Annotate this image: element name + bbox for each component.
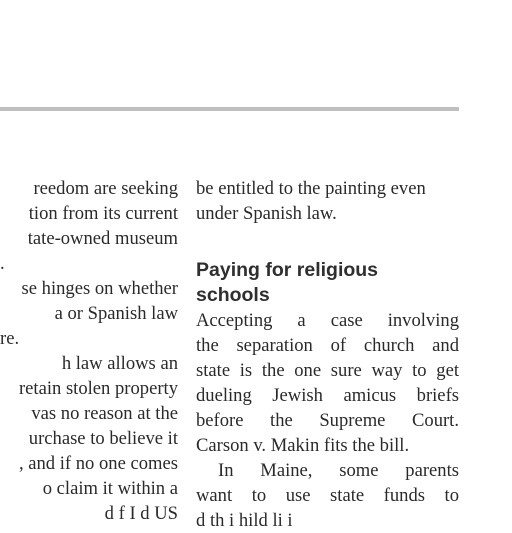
heading-line: Paying for religious xyxy=(196,259,379,281)
text-line: before the Supreme Court. xyxy=(196,410,459,431)
text-line: o claim it within a xyxy=(42,478,178,499)
text-line: h law allows an xyxy=(61,353,178,374)
text-line: the separation of church and xyxy=(196,335,459,356)
text-line: Accepting a case involving xyxy=(196,310,459,331)
text-line: under Spanish law. xyxy=(196,203,337,224)
text-line: tion from its current xyxy=(28,203,178,224)
text-line: vas no reason at the xyxy=(31,403,178,424)
text-line: a or Spanish law xyxy=(54,303,178,324)
text-line: re. xyxy=(0,328,20,349)
right-text-column xyxy=(196,176,459,533)
text-line: retain stolen property xyxy=(18,378,178,399)
text-line: . xyxy=(0,253,5,274)
text-line: want to use state funds to xyxy=(196,485,459,506)
text-line: se hinges on whether xyxy=(21,278,178,299)
text-line: reedom are seeking xyxy=(33,178,178,199)
text-line: be entitled to the painting even xyxy=(196,178,426,199)
text-line: d th i hild li i xyxy=(196,510,293,531)
text-line: state is the one sure way to get xyxy=(196,360,459,381)
text-line: Carson v. Makin fits the bill. xyxy=(196,435,410,456)
text-line: urchase to believe it xyxy=(28,428,178,449)
text-line: tate-owned museum xyxy=(27,228,178,249)
body-paragraph-2 xyxy=(196,458,459,533)
body-paragraph xyxy=(196,308,459,458)
text-line: d f I d US xyxy=(104,503,178,524)
text-line: , and if no one comes xyxy=(18,453,178,474)
heading-line: schools xyxy=(196,284,270,306)
section-divider-rule xyxy=(0,107,459,111)
text-line: dueling Jewish amicus briefs xyxy=(196,385,459,406)
intro-paragraph xyxy=(196,176,459,226)
section-heading xyxy=(196,258,459,308)
text-line: In Maine, some parents xyxy=(218,460,459,481)
left-text-column xyxy=(0,176,178,526)
